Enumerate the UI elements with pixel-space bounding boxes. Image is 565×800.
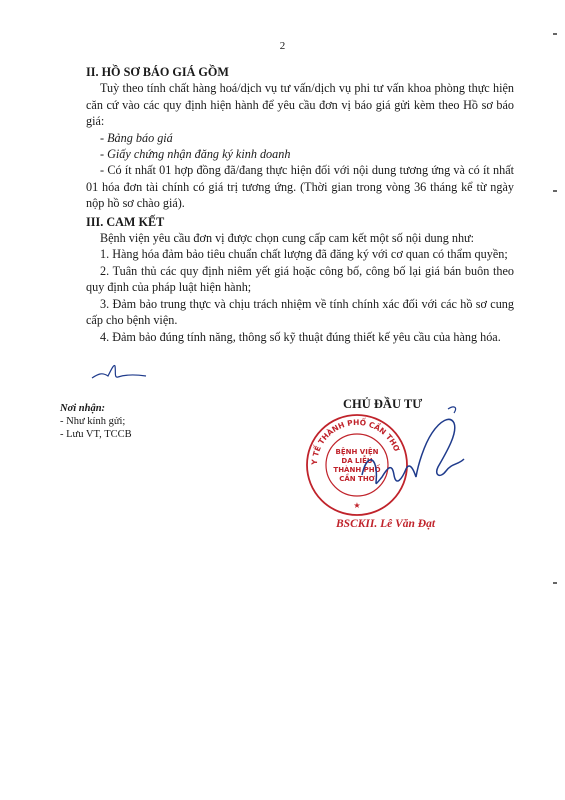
section-heading-commitment: III. CAM KẾT [86,214,165,229]
scan-mark [553,582,557,584]
recipient-item: - Như kính gửi; [60,416,126,427]
scan-mark [553,190,557,192]
signer-name: BSCKII. Lê Văn Đạt [336,518,436,530]
seal-star-icon: ★ [353,501,361,510]
checkmark-scribble-icon [84,362,154,384]
commitment-item: 3. Đảm bảo trung thực và chịu trách nhiệm về tính chính xác đối với các hồ sơ cung cấp cho bệnh viện. [86,296,514,328]
commitment-item: 1. Hàng hóa đảm bảo tiêu chuẩn chất lượng đã đăng ký với cơ quan có thẩm quyền; [100,247,508,262]
recipients-label: Nơi nhận: [60,403,106,414]
seal-line: DA LIỄU [341,457,373,465]
seal-line: THÀNH PHỐ [333,466,381,474]
list-item: - Bảng báo giá [100,130,173,145]
scan-mark [553,33,557,35]
paragraph-contract-requirement: - Có ít nhất 01 hợp đồng đã/đang thực hiện đối với nội dung tương ứng và có ít nhất 01 hóa đơn tài chính có giá trị tương ứng. (Thời gian trong vòng 36 tháng kể từ ngày nộp hồ sơ chào giá). [86,163,514,211]
paragraph-quotation-intro: Tuỳ theo tính chất hàng hoá/dịch vụ tư vấn/dịch vụ phi tư vấn khoa phòng thực hiện căn cứ vào các quy định hiện hành để yêu cầu đơn vị báo giá gửi kèm theo Hồ sơ báo giá: [86,81,514,129]
commitment-item: 4. Đảm bảo đúng tính năng, thông số kỹ thuật đúng thiết kế yêu cầu của hàng hóa. [100,329,501,344]
handwritten-signature [354,405,474,500]
section-heading-quotation: II. HỒ SƠ BÁO GIÁ GỒM [86,65,229,79]
seal-line: CẦN THƠ [339,475,375,483]
paragraph-commitment-intro: Bệnh viện yêu cầu đơn vị được chọn cung cấp cam kết một số nội dung như: [100,231,475,246]
seal-line: BỆNH VIỆN [335,448,379,456]
signature-title: CHỦ ĐẦU TƯ [343,397,423,411]
recipients-block [60,402,132,441]
commitment-item: 2. Tuân thủ các quy định niêm yết giá hoặc công bố, công bố lại giá bán buôn theo quy định của pháp luật hiện hành; [86,263,514,295]
document-body [86,64,514,345]
recipient-item: - Lưu VT, TCCB [60,429,132,440]
page-number: 2 [279,40,286,52]
list-item: - Giấy chứng nhận đăng ký kinh doanh [100,147,291,162]
seal-ring-text: Y TẾ THÀNH PHỐ CẦN THƠ [309,417,402,466]
